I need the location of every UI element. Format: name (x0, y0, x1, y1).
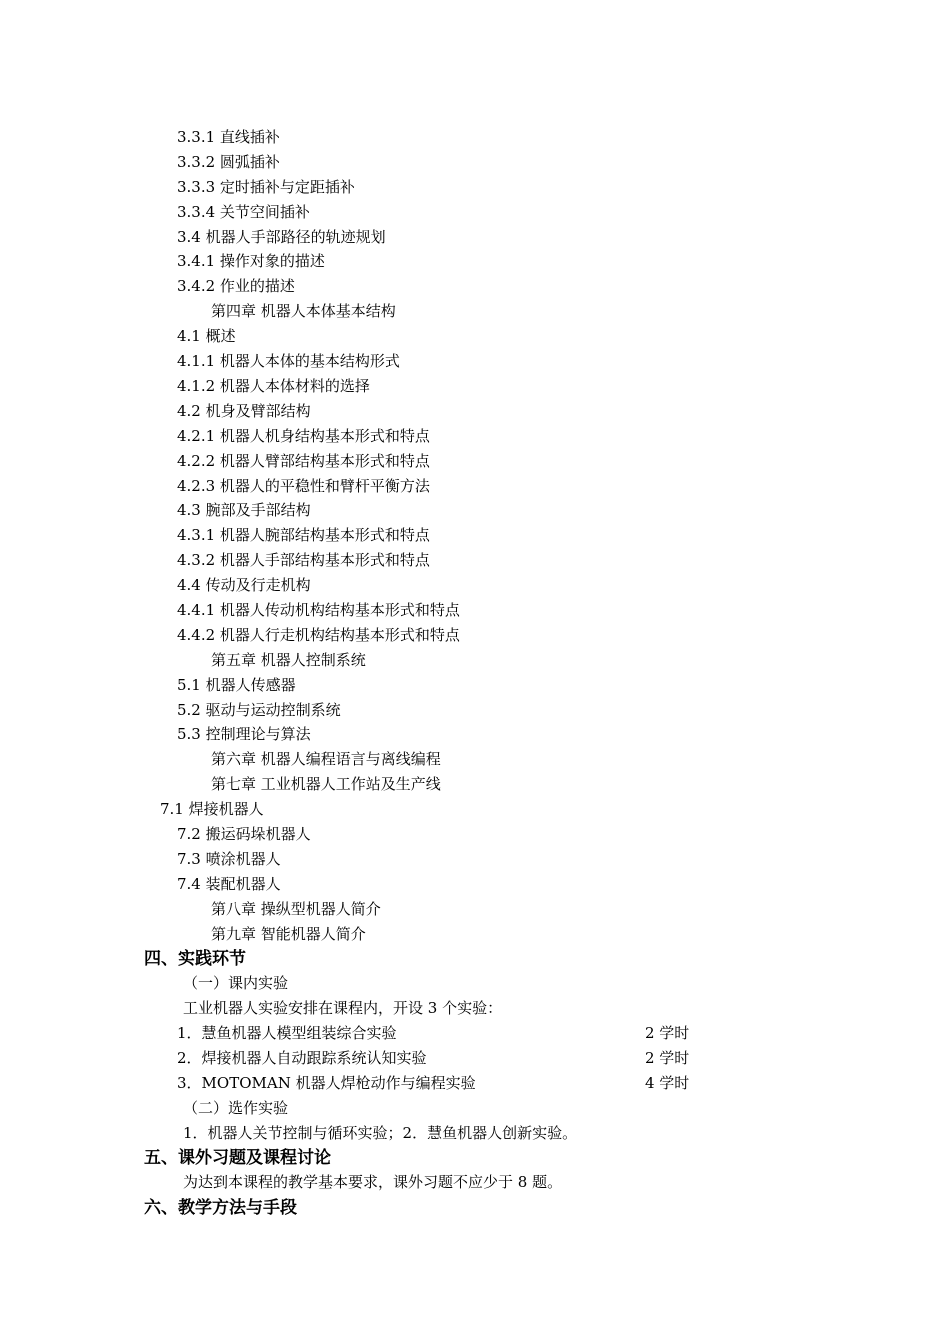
toc-chapter-line: 第九章 智能机器人简介 (211, 925, 366, 943)
toc-line: 4.3.1 机器人腕部结构基本形式和特点 (177, 526, 430, 544)
toc-line: 4.1.2 机器人本体材料的选择 (177, 377, 370, 395)
toc-line: 7.1 焊接机器人 (160, 800, 264, 818)
toc-chapter-line: 第五章 机器人控制系统 (211, 651, 366, 669)
toc-line: 3.3.1 直线插补 (177, 128, 280, 146)
paragraph: 工业机器人实验安排在课程内，开设 3 个实验： (183, 999, 503, 1017)
toc-chapter-line: 第四章 机器人本体基本结构 (211, 302, 396, 320)
toc-line: 4.3 腕部及手部结构 (177, 501, 311, 519)
section-heading-exercises: 五、课外习题及课程讨论 (144, 1148, 331, 1168)
toc-line: 3.4.1 操作对象的描述 (177, 252, 325, 270)
section-heading-practice: 四、实践环节 (144, 949, 246, 969)
toc-line: 5.2 驱动与运动控制系统 (177, 701, 341, 719)
paragraph: 1．机器人关节控制与循环实验；2．慧鱼机器人创新实验。 (183, 1124, 578, 1142)
toc-line: 3.3.4 关节空间插补 (177, 203, 310, 221)
toc-line: 4.2.1 机器人机身结构基本形式和特点 (177, 427, 430, 445)
toc-line: 7.3 喷涂机器人 (177, 850, 281, 868)
section-heading-methods: 六、教学方法与手段 (144, 1198, 297, 1218)
toc-line: 4.2.3 机器人的平稳性和臂杆平衡方法 (177, 477, 430, 495)
toc-line: 4.4.1 机器人传动机构结构基本形式和特点 (177, 601, 460, 619)
toc-line: 4.2.2 机器人臂部结构基本形式和特点 (177, 452, 430, 470)
subsection-title: （二）选作实验 (183, 1099, 289, 1117)
toc-chapter-line: 第八章 操纵型机器人简介 (211, 900, 381, 918)
toc-line: 3.3.3 定时插补与定距插补 (177, 178, 355, 196)
toc-line: 3.3.2 圆弧插补 (177, 153, 280, 171)
toc-line: 4.3.2 机器人手部结构基本形式和特点 (177, 551, 430, 569)
toc-line: 4.4.2 机器人行走机构结构基本形式和特点 (177, 626, 460, 644)
toc-chapter-line: 第六章 机器人编程语言与离线编程 (211, 750, 441, 768)
experiment-hours: 2 学时 (645, 1049, 690, 1067)
toc-line: 4.4 传动及行走机构 (177, 576, 311, 594)
toc-line: 4.2 机身及臂部结构 (177, 402, 311, 420)
paragraph: 为达到本课程的教学基本要求，课外习题不应少于 8 题。 (183, 1173, 563, 1191)
toc-line: 3.4.2 作业的描述 (177, 277, 295, 295)
experiment-hours: 2 学时 (645, 1024, 690, 1042)
toc-line: 7.2 搬运码垛机器人 (177, 825, 311, 843)
toc-line: 5.3 控制理论与算法 (177, 725, 311, 743)
experiment-label: 1．慧鱼机器人模型组装综合实验 (177, 1024, 397, 1042)
experiment-label: 2．焊接机器人自动跟踪系统认知实验 (177, 1049, 427, 1067)
toc-chapter-line: 第七章 工业机器人工作站及生产线 (211, 775, 441, 793)
toc-line: 7.4 装配机器人 (177, 875, 281, 893)
toc-line: 4.1.1 机器人本体的基本结构形式 (177, 352, 400, 370)
toc-line: 4.1 概述 (177, 327, 236, 345)
experiment-label: 3．MOTOMAN 机器人焊枪动作与编程实验 (177, 1074, 476, 1092)
experiment-hours: 4 学时 (645, 1074, 690, 1092)
toc-line: 5.1 机器人传感器 (177, 676, 296, 694)
subsection-title: （一）课内实验 (183, 974, 289, 992)
toc-line: 3.4 机器人手部路径的轨迹规划 (177, 228, 386, 246)
